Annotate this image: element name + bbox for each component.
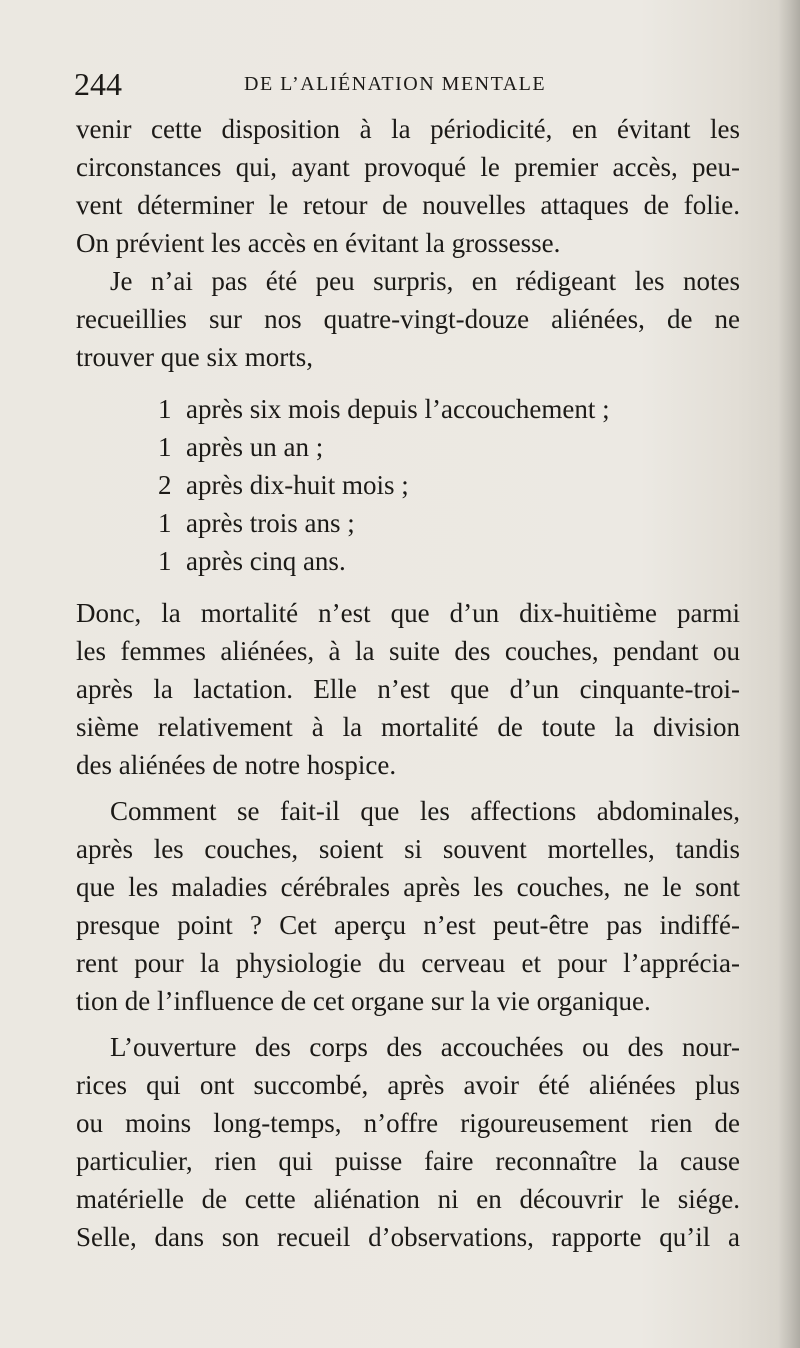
list-text: après trois ans ; bbox=[186, 508, 355, 538]
paragraph bbox=[76, 594, 740, 784]
text-line: rent pour la physiologie du cerveau et pour l’apprécia- bbox=[76, 948, 740, 978]
paragraph bbox=[76, 1028, 740, 1256]
text-line: matérielle de cette aliénation ni en découvrir le siége. bbox=[76, 1184, 740, 1214]
text-line: après les couches, soient si souvent mortelles, tandis bbox=[76, 834, 740, 864]
list-item bbox=[158, 390, 740, 428]
text-line: sième relativement à la mortalité de toute la division bbox=[76, 712, 740, 742]
text-line: rices qui ont succombé, après avoir été aliénées plus bbox=[76, 1070, 740, 1100]
list-count: 2 bbox=[158, 470, 172, 500]
text-line: presque point ? Cet aperçu n’est peut-être pas indiffé- bbox=[76, 910, 740, 940]
text-line: On prévient les accès en évitant la grossesse. bbox=[76, 228, 561, 258]
text-line: que les maladies cérébrales après les couches, ne le sont bbox=[76, 872, 740, 902]
list-item bbox=[158, 466, 740, 504]
mortality-list bbox=[76, 390, 740, 580]
text-line: Comment se fait-il que les affections abdominales, bbox=[110, 796, 740, 826]
text-line: Je n’ai pas été peu surpris, en rédigeant les notes bbox=[110, 266, 740, 296]
text-line: recueillies sur nos quatre-vingt-douze aliénées, de ne bbox=[76, 304, 740, 334]
list-item bbox=[158, 542, 740, 580]
text-line: particulier, rien qui puisse faire reconnaître la cause bbox=[76, 1146, 740, 1176]
running-head: DE L’ALIÉNATION MENTALE bbox=[244, 73, 547, 95]
paragraph bbox=[76, 262, 740, 376]
page-edge-shadow bbox=[778, 0, 800, 1348]
paragraph bbox=[76, 792, 740, 1020]
text-line: venir cette disposition à la périodicité, en évitant les bbox=[76, 114, 740, 144]
list-item bbox=[158, 428, 740, 466]
text-line: circonstances qui, ayant provoqué le premier accès, peu- bbox=[76, 152, 740, 182]
text-line: vent déterminer le retour de nouvelles attaques de folie. bbox=[76, 190, 740, 220]
list-count: 1 bbox=[158, 394, 172, 424]
text-line: L’ouverture des corps des accouchées ou des nour- bbox=[110, 1032, 740, 1062]
body-text bbox=[76, 110, 740, 1256]
text-line: ou moins long-temps, n’offre rigoureusement rien de bbox=[76, 1108, 740, 1138]
list-item bbox=[158, 504, 740, 542]
list-text: après cinq ans. bbox=[186, 546, 346, 576]
text-line: Selle, dans son recueil d’observations, rapporte qu’il a bbox=[76, 1222, 740, 1252]
list-text: après un an ; bbox=[186, 432, 324, 462]
page-number: 244 bbox=[74, 66, 122, 102]
list-count: 1 bbox=[158, 508, 172, 538]
text-line: tion de l’influence de cet organe sur la vie organique. bbox=[76, 986, 651, 1016]
list-text: après dix-huit mois ; bbox=[186, 470, 409, 500]
paragraph bbox=[76, 110, 740, 262]
list-count: 1 bbox=[158, 432, 172, 462]
text-line: après la lactation. Elle n’est que d’un cinquante-troi- bbox=[76, 674, 740, 704]
text-line: des aliénées de notre hospice. bbox=[76, 750, 397, 780]
text-line: Donc, la mortalité n’est que d’un dix-huitième parmi bbox=[76, 598, 740, 628]
text-line: trouver que six morts, bbox=[76, 342, 313, 372]
list-count: 1 bbox=[158, 546, 172, 576]
page-header bbox=[74, 64, 734, 104]
list-text: après six mois depuis l’accouchement ; bbox=[186, 394, 610, 424]
text-line: les femmes aliénées, à la suite des couches, pendant ou bbox=[76, 636, 740, 666]
